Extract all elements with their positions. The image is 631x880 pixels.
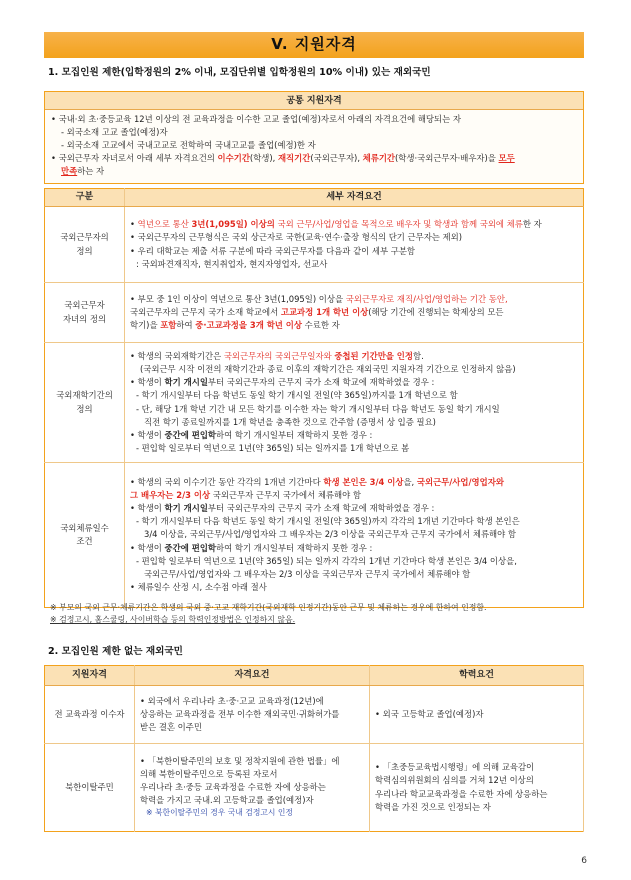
cell-line: 받은 결혼 이주민	[140, 722, 202, 732]
table-header-row	[45, 666, 584, 686]
detail-line	[130, 306, 578, 319]
text-run: (국외근무자),	[310, 153, 363, 164]
emphasis-text: 이수기간	[217, 153, 250, 164]
detail-line	[130, 376, 578, 389]
text-run: (학생),	[249, 153, 278, 164]
table-row	[45, 207, 584, 283]
text-run: 국외근무자 근무지 국가에서 체류해야 함	[210, 490, 361, 501]
row-label: 국외체류일수 조건	[45, 463, 125, 608]
detail-line	[130, 350, 578, 363]
emphasis-text: 중첩된 기간만을 인정	[334, 351, 413, 362]
detail-line: (국외근무 시작 이전의 재학기간과 종료 이후의 재학기간은 재외국민 지원자격 기간으로 인정하지 않음)	[140, 364, 516, 375]
text-run: 부터 국외근무자의 근무지 국가 소재 학교에 재학하였을 경우 :	[207, 377, 435, 388]
emphasis-text: 그 배우자는 2/3 이상	[130, 490, 211, 501]
cell-line: 상응하는 교육과정을 전부 이수한 재외국민·귀화허가를	[140, 708, 340, 719]
detail-line	[130, 429, 578, 442]
detail-line	[130, 218, 578, 231]
emphasis-text: 고교과정 1개 학년 이상	[280, 306, 369, 317]
text-run: • 학생이	[130, 542, 165, 553]
text-run: •	[130, 219, 138, 230]
common-line	[51, 152, 577, 165]
detail-line	[130, 476, 578, 489]
title-banner	[44, 32, 584, 58]
detail-line: : 국외파견재직자, 현지취업자, 현지자영업자, 선교사	[136, 258, 328, 269]
common-line: • 국내·외 초·중등교육 12년 이상의 전 교육과정을 이수한 고교 졸업(예정)자로서 아래의 자격요건에 해당되는 자	[51, 114, 461, 124]
bold-text: 학기 개시일	[164, 377, 208, 388]
text-run: 하여 학기 개시일부터 재학하지 못한 경우 :	[216, 542, 373, 553]
emphasis-text: 모두	[498, 153, 515, 164]
emphasis-text: 포함	[160, 320, 177, 330]
table-row	[45, 463, 584, 608]
detail-line: - 학기 개시일부터 다음 학년도 동일 학기 개시일 전일(약 365일)까지를 1개 학년으로 함	[136, 390, 458, 401]
text-run: • 학생의 국외 이수기간 동안 각각의 1개년 기간마다	[130, 477, 324, 488]
cell-line: 의해 북한이탈주민으로 등록된 자로서	[140, 769, 278, 780]
text-run: • 부모 중 1인 이상이 역년으로 통산 3년(1,095일) 이상을	[130, 293, 346, 304]
detail-line: • 국외근무자의 근무형식은 국외 상근자로 국한(교육·연수·출장 형식의 단기 근무자는 제외)	[130, 232, 463, 243]
detail-line: 3/4 이상을, 국외근무/사업/영업자와 그 배우자는 2/3 이상을 국외근무자 근무지 국가에서 체류해야 함	[144, 529, 516, 540]
detail-line: 직전 학기 종료일까지를 1개 학년을 충족한 것으로 간주함 (증명서 상 입증 필요)	[144, 416, 436, 427]
detail-requirements-table	[44, 188, 584, 608]
page-title: V. 지원자격	[271, 35, 357, 54]
cell-line: • 「초중등교육법시행령」에 의해 교육감이	[375, 762, 535, 773]
bold-text: 중간에 편입학	[164, 429, 217, 440]
row-content	[125, 343, 584, 463]
detail-line: - 단, 해당 1개 학년 기간 내 모든 학기를 이수한 자는 학기 개시일부터 다음 학년도 동일 학기 개시일	[136, 403, 500, 414]
emphasis-text: 국외근무자의 국외근무일자와	[223, 351, 335, 362]
text-run: (해당 기간에 진행되는 학제상의 모든	[368, 306, 504, 317]
education-cell	[370, 686, 584, 744]
detail-line	[130, 542, 578, 555]
row-content	[125, 463, 584, 608]
section1-heading: 1. 모집인원 제한(입학정원의 2% 이내, 모집단위별 입학정원의 10% 이내) 있는 재외국민	[48, 67, 431, 78]
detail-line	[130, 502, 578, 515]
detail-line: - 학기 개시일부터 다음 학년도 동일 학기 개시일 전일(약 365일)까지 각각의 1개년 기간마다 학생 본인은	[136, 516, 520, 527]
emphasis-text: 3년(1,095일) 이상의	[191, 219, 275, 230]
text-run: • 학생이	[130, 503, 165, 514]
emphasis-text: 만족	[61, 166, 78, 177]
common-line	[51, 165, 577, 178]
page-number: 6	[581, 856, 587, 866]
footnote: ※ 부모의 국외 근무·체류기간은 학생의 국외 중·고교 재학기간(국외재학 인정기간)동안 근무 및 체류하는 경우에 한하여 인정함.	[50, 603, 487, 612]
table-row	[45, 744, 584, 832]
detail-line: 국외근무/사업/영업자와 그 배우자는 2/3 이상을 국외근무자 근무지 국가에서 체류해야 함	[144, 568, 471, 579]
education-cell	[370, 744, 584, 832]
emphasis-text: 국외근무자로 재직/사업/영업하는 기간 동안,	[345, 293, 508, 304]
cell-line: 학력을 가지고 국내.외 고등학교를 졸업(예정)자	[140, 795, 314, 806]
footnotes	[50, 602, 487, 627]
detail-line	[130, 489, 578, 502]
text-run: 한 자	[522, 219, 542, 230]
common-line: - 외국소재 고교에서 국내고교로 전학하여 국내고교를 졸업(예정)한 자	[61, 140, 316, 151]
detail-line	[130, 319, 578, 332]
common-qualification-box	[44, 91, 584, 184]
emphasis-text: 재직기간	[277, 153, 311, 164]
text-run: 수료한 자	[301, 320, 340, 330]
row-label: 전 교육과정 이수자	[45, 686, 135, 744]
emphasis-text: 국외 근무/사업/영업을 목적으로 배우자 및 학생과 함께 국외에 체류	[274, 219, 523, 230]
text-run: 하여 학기 개시일부터 재학하지 못한 경우 :	[216, 429, 373, 440]
text-run: • 학생의 국외재학기간은	[130, 351, 224, 362]
row-label: 국외근무자의 정의	[45, 207, 125, 283]
emphasis-text: 학생 본인은 3/4 이상	[323, 477, 404, 488]
detail-line: • 체류일수 산정 시, 소수점 아래 절사	[130, 581, 267, 592]
table-row	[45, 686, 584, 744]
text-run: • 학생이	[130, 377, 165, 388]
table-header-row	[45, 189, 584, 207]
text-run: 하여	[176, 320, 196, 330]
common-box-header: 공통 지원자격	[45, 92, 583, 110]
qualification-cell	[135, 744, 370, 832]
text-run: 부터 국외근무자의 근무지 국가 소재 학교에 재학하였을 경우 :	[207, 503, 435, 514]
row-label: 국외근무자 자녀의 정의	[45, 283, 125, 343]
column-header: 학력요건	[370, 666, 584, 686]
cell-line: • 「북한이탈주민의 보호 및 정착지원에 관한 법률」에	[140, 756, 340, 767]
text-run: 국외근무자의 근무지 국가 소재 학교에서	[130, 306, 281, 317]
detail-line: - 편입학 일로부터 역년으로 1년(약 365일) 되는 일까지 각각의 1개년 기간마다 학생 본인은 3/4 이상을,	[136, 555, 517, 566]
cell-line: • 외국 고등학교 졸업(예정)자	[375, 708, 484, 719]
column-header: 자격요건	[135, 666, 370, 686]
text-run: 을,	[403, 477, 417, 488]
row-label: 북한이탈주민	[45, 744, 135, 832]
column-header: 지원자격	[45, 666, 135, 686]
emphasis-text: 체류기간	[362, 153, 396, 164]
text-run: • 학생이	[130, 429, 165, 440]
text-run: • 국외근무자 자녀로서 아래 세부 자격요건의	[51, 153, 218, 164]
row-label: 국외재학기간의 정의	[45, 343, 125, 463]
table-row	[45, 283, 584, 343]
common-line: - 외국소재 고교 졸업(예정)자	[61, 127, 168, 138]
emphasis-text: 중·고교과정을 3개 학년 이상	[195, 320, 302, 330]
detail-line: - 편입학 일로부터 역년으로 1년(약 365일) 되는 일까지를 1개 학년으로 봄	[136, 442, 410, 453]
cell-line: 우리나라 학교교육과정을 수료한 자에 상응하는	[375, 788, 548, 799]
cell-line: 학력심의위원회의 심의를 거쳐 12년 이상의	[375, 775, 534, 786]
footnote: ※ 검정고시, 홈스쿨링, 사이버학습 등의 학력인정방법은 인정하지 않음.	[50, 615, 296, 625]
bold-text: 학기 개시일	[164, 503, 208, 514]
row-content	[125, 283, 584, 343]
cell-line: 학력을 가진 것으로 인정되는 자	[375, 801, 491, 812]
text-run: 함.	[413, 351, 424, 362]
emphasis-text: 역년으로 통산	[137, 219, 192, 230]
text-run: 하는 자	[77, 166, 105, 177]
cell-note: ※ 북한이탈주민의 경우 국내 검정고시 인정	[146, 808, 293, 818]
emphasis-text: 국외근무/사업/영업자와	[416, 477, 504, 488]
detail-line	[130, 293, 578, 306]
row-content	[125, 207, 584, 283]
bold-text: 중간에 편입학	[164, 542, 217, 553]
column-header: 구분	[45, 189, 125, 207]
qualification-cell	[135, 686, 370, 744]
table-row	[45, 343, 584, 463]
cell-line: 우리나라 초·중등 교육과정을 수료한 자에 상응하는	[140, 782, 326, 793]
cell-line: • 외국에서 우리나라 초·중·고교 교육과정(12년)에	[140, 695, 324, 706]
section2-heading: 2. 모집인원 제한 없는 재외국민	[48, 646, 183, 657]
text-run: (학생·국외근무자·배우자)을	[395, 153, 499, 164]
column-header: 세부 자격요건	[125, 189, 584, 207]
detail-line: • 우리 대학교는 제출 서류 구분에 따라 국외근무자를 다음과 같이 세부 구분함	[130, 245, 416, 256]
unlimited-qualification-table	[44, 665, 584, 832]
text-run: 학기)을	[130, 320, 161, 330]
